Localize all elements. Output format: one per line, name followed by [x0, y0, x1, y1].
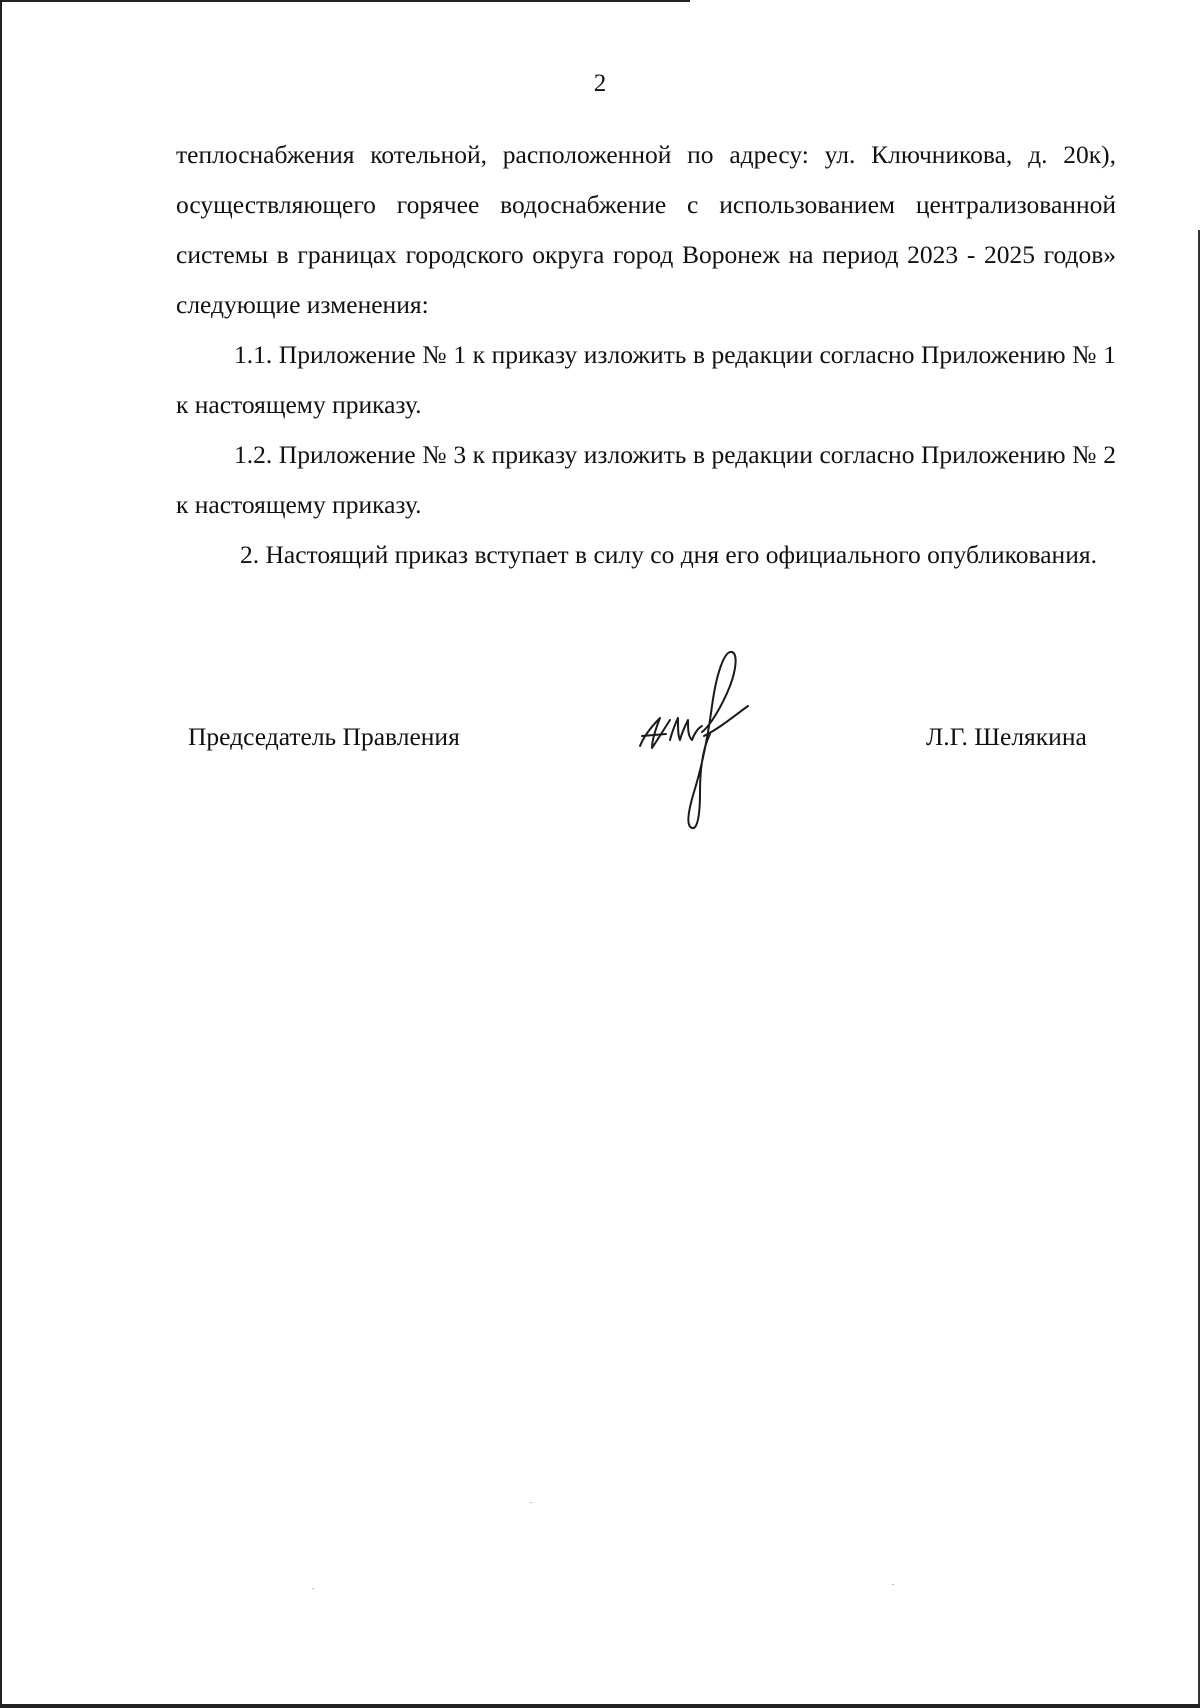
- paragraph-continuation: теплоснабжения котельной, расположенной по адресу: ул. Ключникова, д. 20к), осуществляющего горячее водоснабжение с использованием централизованной системы в границах городского округа город Воронеж на период 2023 - 2025 годов» следующие изменения:: [176, 140, 1116, 319]
- scan-edge-bottom: [0, 1704, 1200, 1708]
- document-body: [176, 130, 1116, 580]
- scan-speck: [312, 1588, 314, 1589]
- scan-speck: [892, 1584, 894, 1585]
- scan-speck: [530, 1502, 532, 1503]
- signatory-title: Председатель Правления: [188, 722, 460, 751]
- scan-edge-left: [0, 0, 2, 1708]
- paragraph-item-1-2: 1.2. Приложение № 3 к приказу изложить в редакции согласно Приложению № 2 к настоящему приказу.: [176, 440, 1116, 519]
- paragraph-item-2: 2. Настоящий приказ вступает в силу со дня его официального опубликования.: [240, 540, 1097, 569]
- handwritten-signature: [630, 636, 790, 836]
- paragraph-item-1-1: 1.1. Приложение № 1 к приказу изложить в редакции согласно Приложению № 1 к настоящему приказу.: [176, 340, 1116, 419]
- page-number: 2: [593, 70, 607, 97]
- signatory-name: Л.Г. Шелякина: [926, 722, 1087, 751]
- scan-edge-top: [0, 0, 690, 2]
